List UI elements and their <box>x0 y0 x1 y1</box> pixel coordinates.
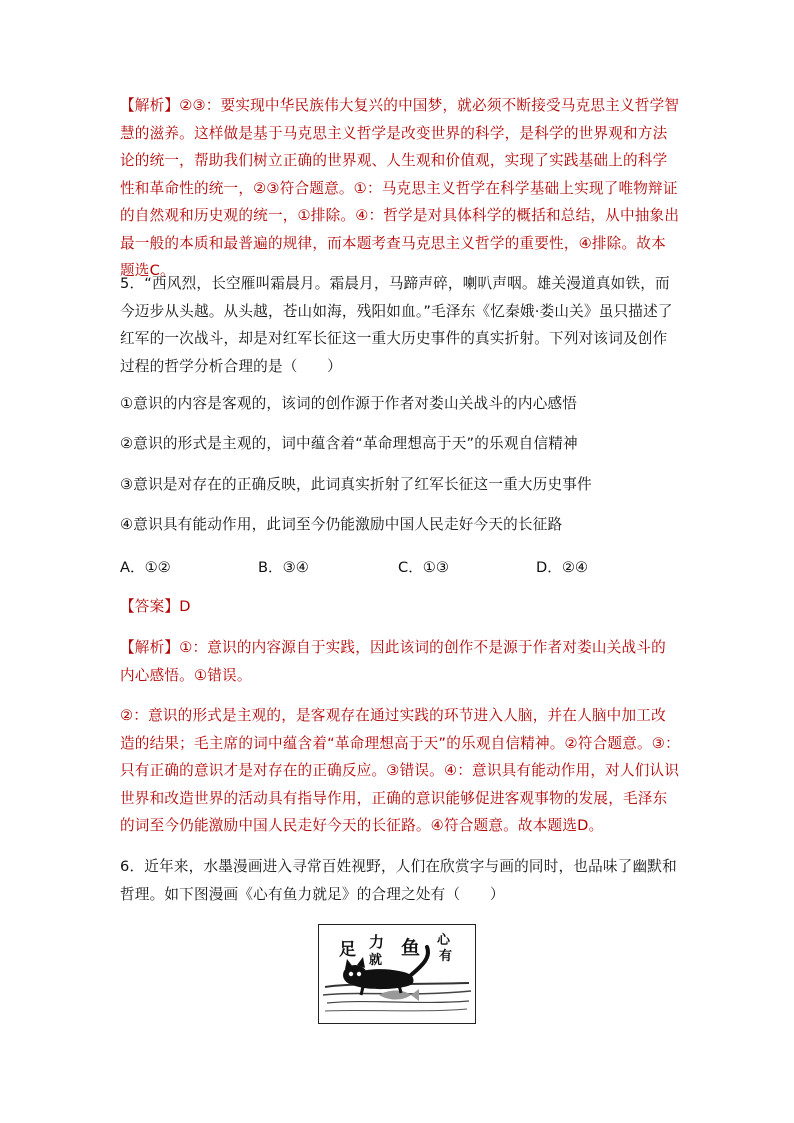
analysis-q4 <box>120 92 680 285</box>
analysis-q5-part1 <box>120 634 680 689</box>
analysis-text: ②③：要实现中华民族伟大复兴的中国梦，就必须不断接受马克思主义哲学智慧的滋养。这样做是基于马克思主义哲学是改变世界的科学，是科学的世界观和方法论的统一，帮助我们树立正确的世界观、人生观和价值观，实现了实践基础上的科学性和革命性的统一，②③符合题意。①：马克思主义哲学在科学基础上实现了唯物辩证的自然观和历史观的统一，①排除。④：哲学是对具体科学的概括和总结，从中抽象出最一般的本质和最普遍的规律，而本题考查马克思主义哲学的重要性，④排除。故本题选C。 <box>120 97 680 279</box>
cartoon-char: 心 <box>437 933 451 948</box>
question-5-stem: 5．“西风烈，长空雁叫霜晨月。霜晨月，马蹄声碎，喇叭声咽。雄关漫道真如铁，而今迈步从头越。从头越，苍山如海，残阳如血。”毛泽东《忆秦娥·娄山关》虽只描述了红军的一次战斗，却是对红军长征这一重大历史事件的真实折射。下列对该词及创作过程的哲学分析合理的是（ ） <box>120 275 673 375</box>
analysis-q5-part2: ②：意识的形式是主观的，是客观存在通过实践的环节进入人脑，并在人脑中加工改造的结果；毛主席的词中蕴含着“革命理想高于天”的乐观自信精神。②符合题意。③：只有正确的意识才是对存在的正确反应。③错误。④：意识具有能动作用，对人们认识世界和改造世界的活动具有指导作用，正确的意识能够促进客观事物的发展，毛泽东的词至今仍能激励中国人民走好今天的长征路。④符合题意。故本题选D。 <box>120 707 680 834</box>
analysis-tag: 【解析】 <box>120 639 180 656</box>
option-d: D．②④ <box>536 559 588 576</box>
cartoon-char: 就 <box>369 953 383 968</box>
cat-fish-drawing <box>319 925 475 1023</box>
cartoon-char: 鱼 <box>401 937 421 959</box>
cartoon-char: 有 <box>439 949 453 964</box>
answer-value: D <box>179 598 191 615</box>
cartoon-char: 力 <box>369 933 385 951</box>
analysis-tag: 【解析】 <box>120 97 180 114</box>
option-b: B．③④ <box>258 559 309 576</box>
answer-q5 <box>120 593 680 621</box>
statement-3: ③意识是对存在的正确反映，此词真实折射了红军长征这一重大历史事件 <box>120 476 592 493</box>
question-6-stem: 6．近年来，水墨漫画进入寻常百姓视野，人们在欣赏字与画的同时，也品味了幽默和哲理。如下图漫画《心有鱼力就足》的合理之处有（ ） <box>120 858 677 903</box>
statement-1: ①意识的内容是客观的，该词的创作源于作者对娄山关战斗的内心感悟 <box>120 395 578 412</box>
option-c: C．①③ <box>398 559 449 576</box>
cartoon-image <box>318 924 476 1024</box>
statement-2: ②意识的形式是主观的，词中蕴含着“革命理想高于天”的乐观自信精神 <box>120 435 578 452</box>
cartoon-char: 足 <box>339 940 356 960</box>
option-a: A．①② <box>120 559 171 576</box>
answer-tag: 【答案】 <box>120 598 180 615</box>
analysis-text: ①：意识的内容源自于实践，因此该词的创作不是源于作者对娄山关战斗的内心感悟。①错误。 <box>120 639 666 684</box>
statement-4: ④意识具有能动作用，此词至今仍能激励中国人民走好今天的长征路 <box>120 516 563 533</box>
